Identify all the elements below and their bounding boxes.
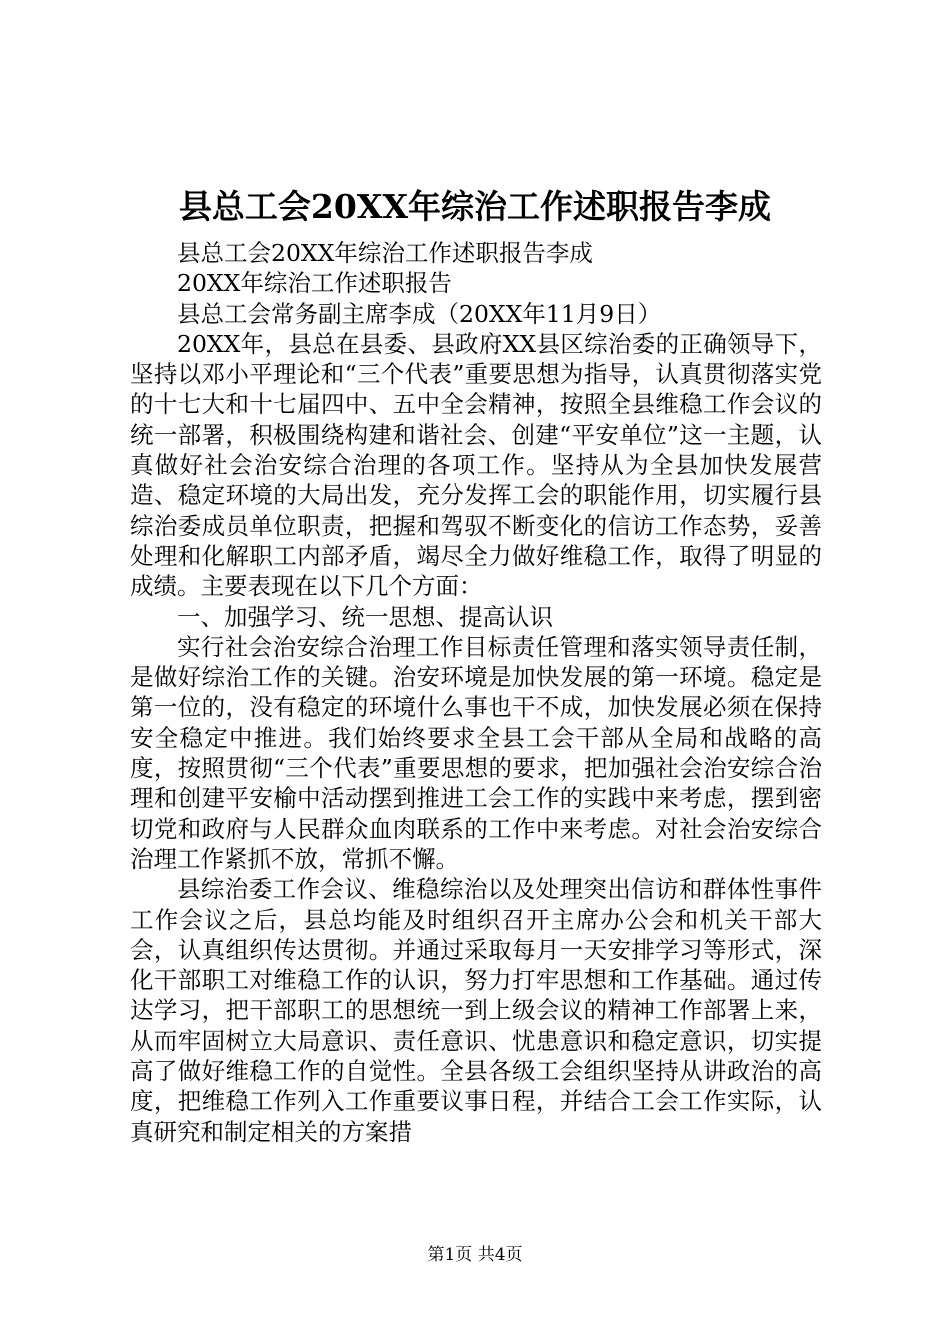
- paragraph-subtitle: 20XX年综治工作述职报告: [177, 269, 452, 298]
- paragraph-section-1b: 县综治委工作会议、维稳综治以及处理突出信访和群体性事件工作会议之后，县总均能及时组织召开主席办公会和机关干部大会，认真组织传达贯彻。并通过采取每月一天安排学习等形式，深化干部职工对维稳工作的认识，努力打牢思想和工作基础。通过传达学习，把干部职工的思想统一到上级会议的精神工作部署上来，从而牢固树立大局意识、责任意识、忧患意识和稳定意识，切实提高了做好维稳工作的自觉性。全县各级工会组织坚持从讲政治的高度，把维稳工作列入工作重要议事日程，并结合工会工作实际，认真研究和制定相关的方案措: [130, 875, 822, 1146]
- paragraph-author-date: 县总工会常务副主席李成（20XX年11月9日）: [177, 299, 662, 328]
- section-heading-1: 一、加强学习、统一思想、提高认识: [177, 602, 553, 631]
- document-title: 县总工会20XX年综治工作述职报告李成: [178, 187, 772, 226]
- page-number-footer: 第1页 共4页: [427, 1245, 523, 1265]
- paragraph-intro: 20XX年，县总在县委、县政府XX县区综治委的正确领导下，坚持以邓小平理论和“三个代表”重要思想为指导，认真贯彻落实党的十七大和十七届四中、五中全会精神，按照全县维稳工作会议的统一部署，积极围绕构建和谐社会、创建“平安单位”这一主题，认真做好社会治安综合治理的各项工作。坚持从为全县加快发展营造、稳定环境的大局出发，充分发挥工会的职能作用，切实履行县综治委成员单位职责，把握和驾驭不断变化的信访工作态势，妥善处理和化解职工内部矛盾，竭尽全力做好维稳工作，取得了明显的成绩。主要表现在以下几个方面：: [130, 329, 822, 601]
- paragraph-section-1a: 实行社会治安综合治理工作目标责任管理和落实领导责任制，是做好综治工作的关键。治安环境是加快发展的第一环境。稳定是第一位的，没有稳定的环境什么事也干不成，加快发展必须在保持安全稳定中推进。我们始终要求全县工会干部从全局和战略的高度，按照贯彻“三个代表”重要思想的要求，把加强社会治安综合治理和创建平安榆中活动摆到推进工会工作的实践中来考虑，摆到密切党和政府与人民群众血肉联系的工作中来考虑。对社会治安综合治理工作紧抓不放，常抓不懈。: [130, 632, 822, 873]
- paragraph-heading-repeat: 县总工会20XX年综治工作述职报告李成: [177, 239, 593, 267]
- document-body: [130, 238, 822, 1147]
